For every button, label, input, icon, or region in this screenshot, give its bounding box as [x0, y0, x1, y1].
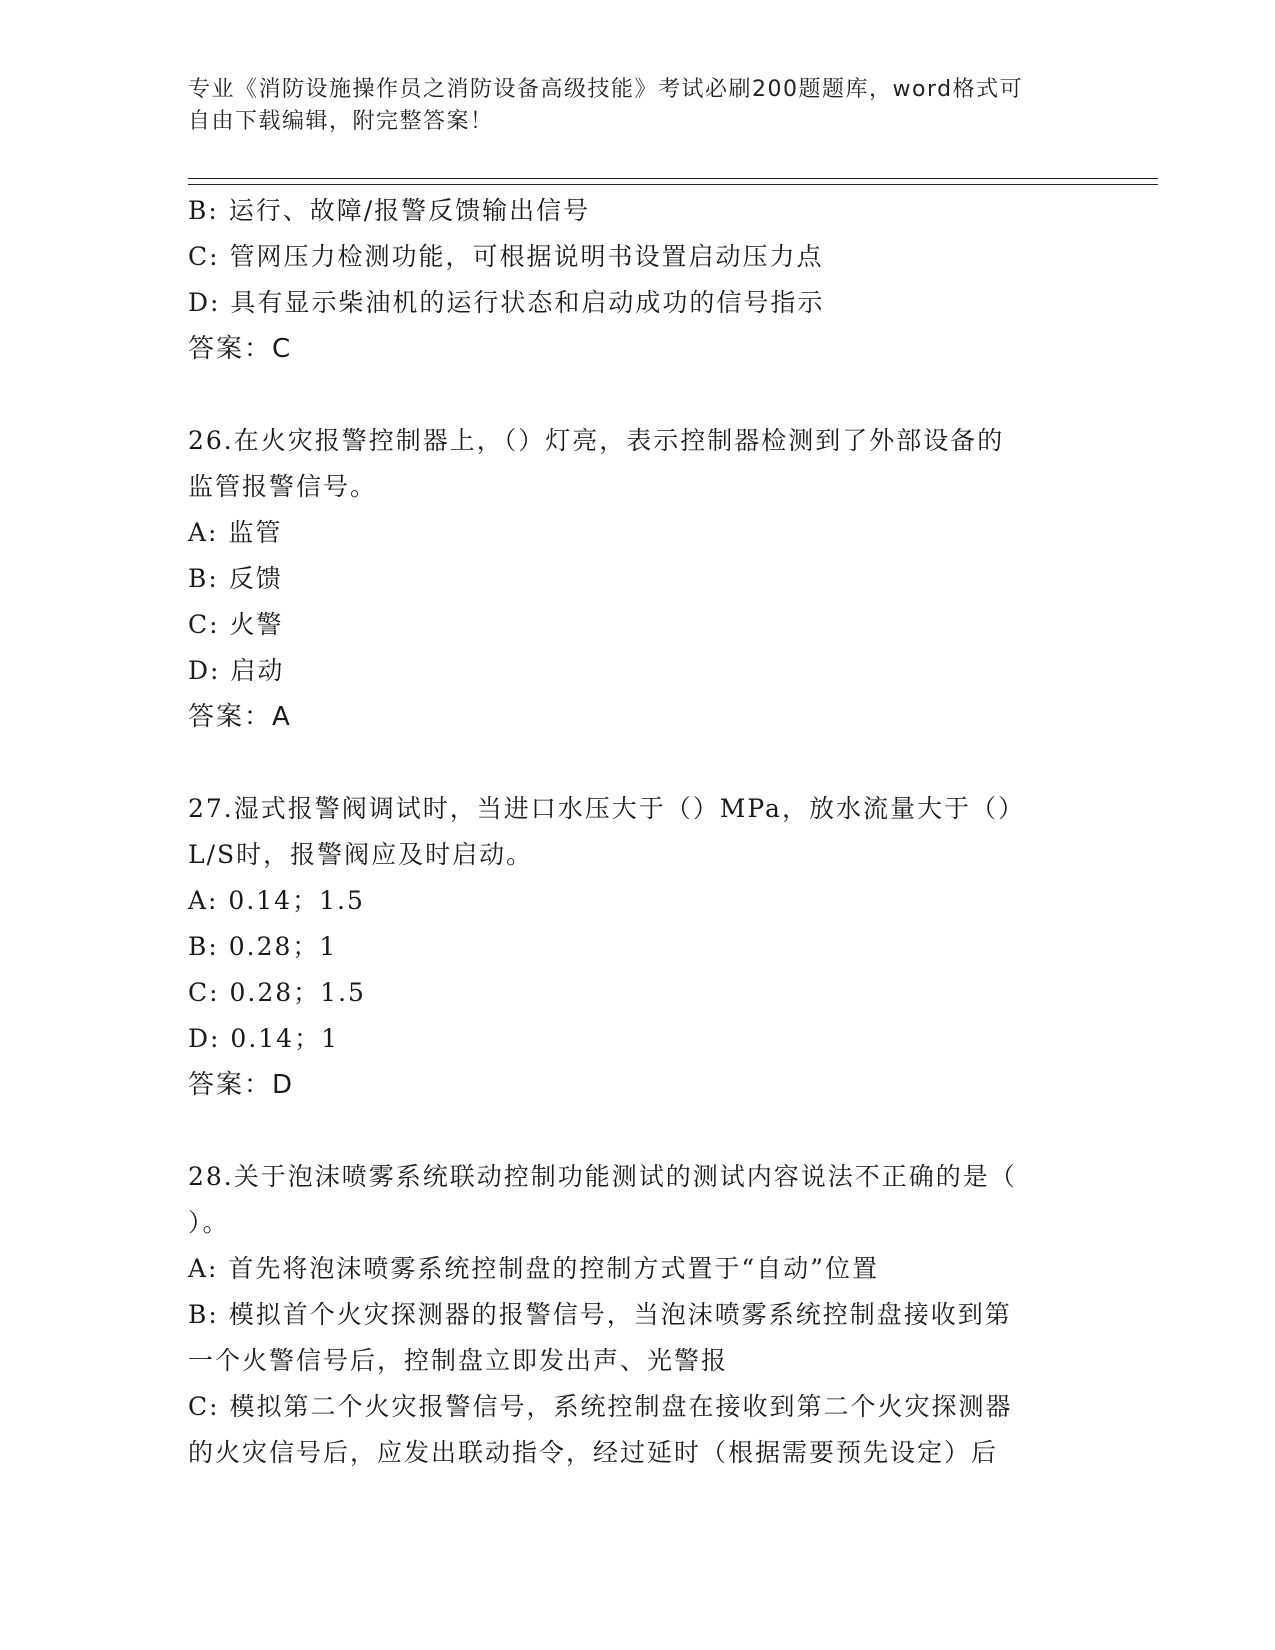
- option-b: B: 运行、故障/报警反馈输出信号: [188, 196, 591, 225]
- question-26: [188, 418, 1088, 740]
- option-a: A: 监管: [188, 518, 283, 547]
- option-c: C: 模拟第二个火灾报警信号，系统控制盘在接收到第二个火灾探测器: [188, 1392, 1013, 1421]
- option-d: D: 0.14；1: [188, 1024, 339, 1053]
- option-b: B: 反馈: [188, 564, 283, 593]
- option-c: C: 火警: [188, 610, 284, 639]
- spacer: [188, 740, 1088, 786]
- option-d: D: 具有显示柴油机的运行状态和启动成功的信号指示: [188, 288, 825, 317]
- page-header: [188, 74, 1068, 138]
- question-stem-cont: L/S时，报警阀应及时启动。: [188, 840, 534, 869]
- option-a: A: 首先将泡沫喷雾系统控制盘的控制方式置于“自动”位置: [188, 1254, 879, 1283]
- header-line-2: 自由下载编辑，附完整答案！: [188, 109, 494, 134]
- option-c: C: 0.28；1.5: [188, 978, 366, 1007]
- question-stem: 28.关于泡沫喷雾系统联动控制功能测试的测试内容说法不正确的是（: [188, 1162, 1017, 1191]
- option-b: B: 0.28；1: [188, 932, 338, 961]
- option-c-cont: 的火灾信号后，应发出联动指令，经过延时（根据需要预先设定）后: [188, 1438, 999, 1467]
- spacer: [188, 372, 1088, 418]
- question-28: [188, 1154, 1088, 1476]
- header-line-1: 专业《消防设施操作员之消防设备高级技能》考试必刷200题题库，word格式可: [188, 77, 1024, 102]
- question-stem: 27.湿式报警阀调试时，当进口水压大于（）MPa，放水流量大于（）: [188, 794, 1025, 823]
- spacer: [188, 1108, 1088, 1154]
- answer: 答案：D: [188, 1070, 295, 1100]
- option-d: D: 启动: [188, 656, 285, 685]
- option-b: B: 模拟首个火灾探测器的报警信号，当泡沫喷雾系统控制盘接收到第: [188, 1300, 1012, 1329]
- answer: 答案：C: [188, 334, 293, 364]
- question-25-tail: [188, 188, 1088, 372]
- option-c: C: 管网压力检测功能，可根据说明书设置启动压力点: [188, 242, 824, 271]
- answer: 答案：A: [188, 702, 292, 732]
- option-a: A: 0.14；1.5: [188, 886, 365, 915]
- option-b-cont: 一个火警信号后，控制盘立即发出声、光警报: [188, 1346, 729, 1375]
- header-divider-bottom: [188, 184, 1158, 185]
- question-stem-cont: 监管报警信号。: [188, 472, 378, 501]
- question-27: [188, 786, 1088, 1108]
- header-divider-top: [188, 178, 1158, 179]
- question-stem: 26.在火灾报警控制器上，（）灯亮，表示控制器检测到了外部设备的: [188, 426, 1005, 455]
- question-content: [188, 188, 1088, 1476]
- question-stem-cont: ）。: [188, 1208, 230, 1237]
